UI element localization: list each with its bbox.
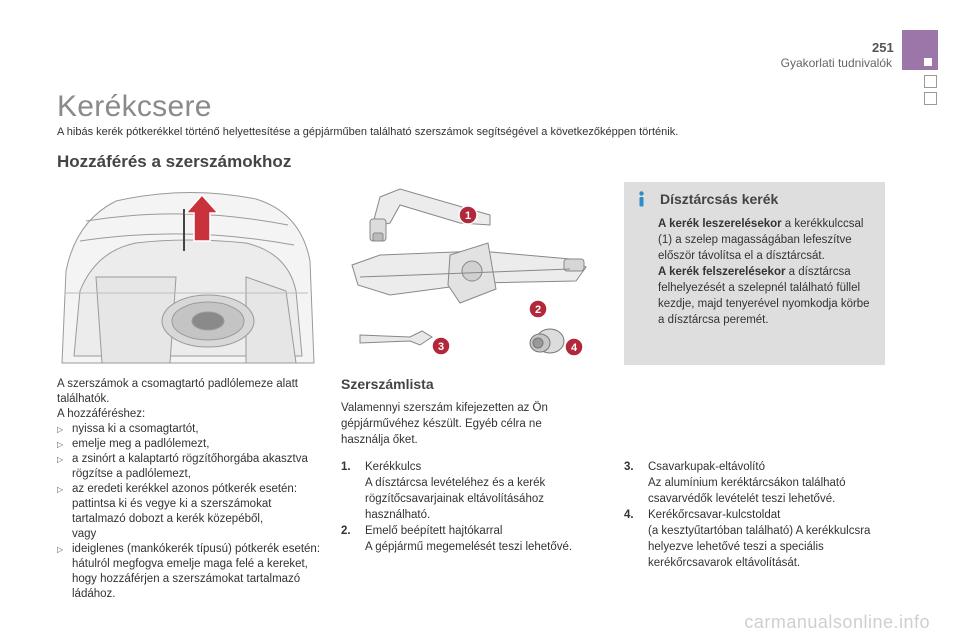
item-desc: (a kesztyűtartóban található) A kerékkulcsra helyezve lehetővé teszi a speciális kerékőrcsavarok eltávolítását. [648,525,871,569]
chapter-tab[interactable] [924,75,937,88]
svg-text:2: 2 [534,304,542,316]
list-item: ▷ nyissa ki a csomagtartót, [57,422,325,437]
list-item [341,523,591,555]
list-item: ▷ a zsinórt a kalaptartó rögzítőhorgába akasztva rögzítse a padlólemezt, [57,452,325,482]
access-steps-alt [57,542,325,602]
tools-illustration [340,185,610,365]
access-text [57,377,325,602]
svg-text:4: 4 [570,342,578,354]
info-paragraph [658,264,873,328]
section-label: Gyakorlati tudnivalók [780,56,892,70]
item-name: Kerékkulcs [365,461,422,473]
list-item [624,507,874,571]
access-steps [57,422,325,527]
item-desc: A dísztárcsa levételéhez és a kerék rögzítőcsavarjainak eltávolításához használható. [365,477,546,521]
tool-list-col1 [341,459,591,555]
access-line: A hozzáféréshez: [57,408,146,420]
or-text: vagy [72,528,97,540]
info-icon [635,191,648,207]
item-desc: Az alumínium keréktárcsákon található csavarvédők levételét teszi lehetővé. [648,477,846,505]
lock-bolt-adapter-icon [530,329,564,353]
cap-remover-icon [360,331,432,345]
info-box [624,182,885,365]
info-text: a kerékkulccsal (1) a szelep magasságában lefeszítve először távolítsa el a dísztárcsát. [658,218,864,262]
watermark: carmanualsonline.info [744,612,930,632]
info-body [658,216,873,328]
svg-text:1: 1 [464,210,472,222]
item-number: 3. [624,461,634,473]
list-item: ▷ emelje meg a padlólemezt, [57,437,325,452]
tools-heading: Szerszámlista [341,376,434,392]
svg-text:3: 3 [437,341,445,353]
tools-intro: Valamennyi szerszám kifejezetten az Ön gépjárművéhez készült. Egyéb célra ne használja őket. [341,402,548,446]
page-number: 251 [872,40,894,55]
access-heading: Hozzáférés a szerszámokhoz [57,152,292,171]
callout-2 [529,300,547,318]
trunk-illustration [56,181,318,367]
access-line: A szerszámok a csomagtartó padlólemeze alatt találhatók. [57,378,298,405]
list-item: ▷ az eredeti kerékkel azonos pótkerék esetén: pattintsa ki és vegye ki a szerszámokat tartalmazó dobozt a kerék közepéből, [57,482,325,527]
item-name: Emelő beépített hajtókarral [365,525,503,537]
info-bold: A kerék felszerelésekor [658,266,786,278]
callout-3 [432,337,450,355]
item-number: 4. [624,509,634,521]
list-item [341,459,591,523]
info-bold: A kerék leszerelésekor [658,218,782,230]
info-text: a dísztárcsa felhelyezését a szelepnél található füllel kezdje, majd tenyerével nyomkodja körbe a dísztárcsa peremét. [658,266,870,326]
callout-4 [565,338,583,356]
item-number: 2. [341,525,351,537]
list-item [624,459,874,507]
chapter-tab[interactable] [924,92,937,105]
item-name: Kerékőrcsavar-kulcstoldat [648,509,781,521]
item-number: 1. [341,461,351,473]
info-title: Dísztárcsás kerék [660,191,779,207]
info-header [635,191,873,207]
jack-icon [352,243,586,303]
callout-1 [459,206,477,224]
list-item: ▷ ideiglenes (mankókerék típusú) pótkerék esetén: hátulról megfogva emelje maga felé a kereket, hogy hozzáférjen a szerszámokat tartalmazó ládához. [57,542,325,602]
tool-list-col2 [624,459,874,571]
info-paragraph [658,216,873,264]
chapter-tab-active[interactable] [902,30,938,70]
page-title: Kerékcsere [57,90,212,123]
item-desc: A gépjármű megemelését teszi lehetővé. [365,541,573,553]
intro-text: A hibás kerék pótkerékkel történő helyettesítése a gépjárműben található szerszámok segítségével a következőképpen történik. [57,126,679,138]
item-name: Csavarkupak-eltávolító [648,461,765,473]
